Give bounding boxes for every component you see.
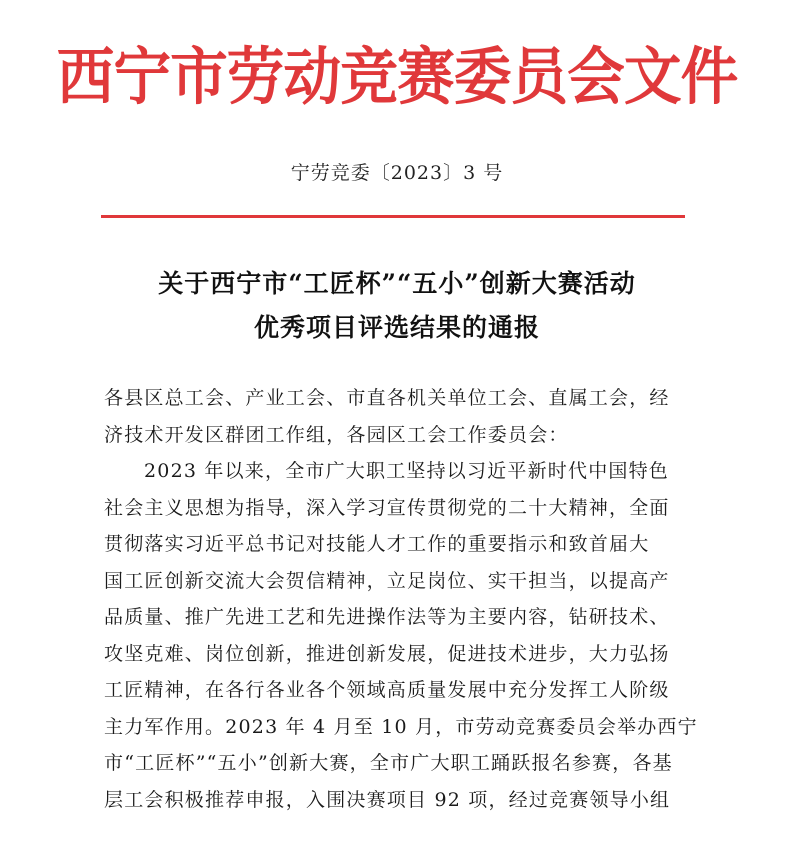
- body-line-addressee-2: 济技术开发区群团工作组，各园区工会工作委员会：: [104, 423, 569, 446]
- body-line-paragraph-start: 2023 年以来，全市广大职工坚持以习近平新时代中国特色: [144, 460, 669, 482]
- body-line: 贯彻落实习近平总书记对技能人才工作的重要指示和致首届大: [104, 533, 650, 555]
- body-text: [104, 380, 698, 818]
- document-number: 宁劳竞委〔2023〕3 号: [290, 162, 504, 184]
- red-header-title: 西宁市劳动竞赛委员会文件: [56, 40, 738, 113]
- notice-title-line-2: 优秀项目评选结果的通报: [253, 313, 540, 342]
- body-line: 攻坚克难、岗位创新，推进创新发展，促进技术进步，大力弘扬: [104, 642, 670, 665]
- body-line: 社会主义思想为指导，深入学习宣传贯彻党的二十大精神，全面: [104, 496, 670, 519]
- body-line: 品质量、推广先进工艺和先进操作法等为主要内容，钻研技术、: [104, 606, 670, 628]
- body-line: 国工匠创新交流大会贺信精神，立足岗位、实干担当，以提高产: [104, 569, 670, 592]
- body-line: 工匠精神，在各行各业各个领域高质量发展中充分发挥工人阶级: [104, 679, 670, 701]
- body-line: 层工会积极推荐申报，入围决赛项目 92 项，经过竞赛领导小组: [104, 788, 671, 811]
- red-divider-rule: [101, 215, 685, 218]
- notice-title-line-1: 关于西宁市“工匠杯”“五小”创新大赛活动: [158, 269, 636, 298]
- body-line-addressee-1: 各县区总工会、产业工会、市直各机关单位工会、直属工会，经: [104, 387, 670, 409]
- body-line: 市“工匠杯”“五小”创新大赛，全市广大职工踊跃报名参赛，各基: [104, 752, 673, 774]
- body-line: 主力军作用。2023 年 4 月至 10 月，市劳动竞赛委员会举办西宁: [104, 715, 698, 738]
